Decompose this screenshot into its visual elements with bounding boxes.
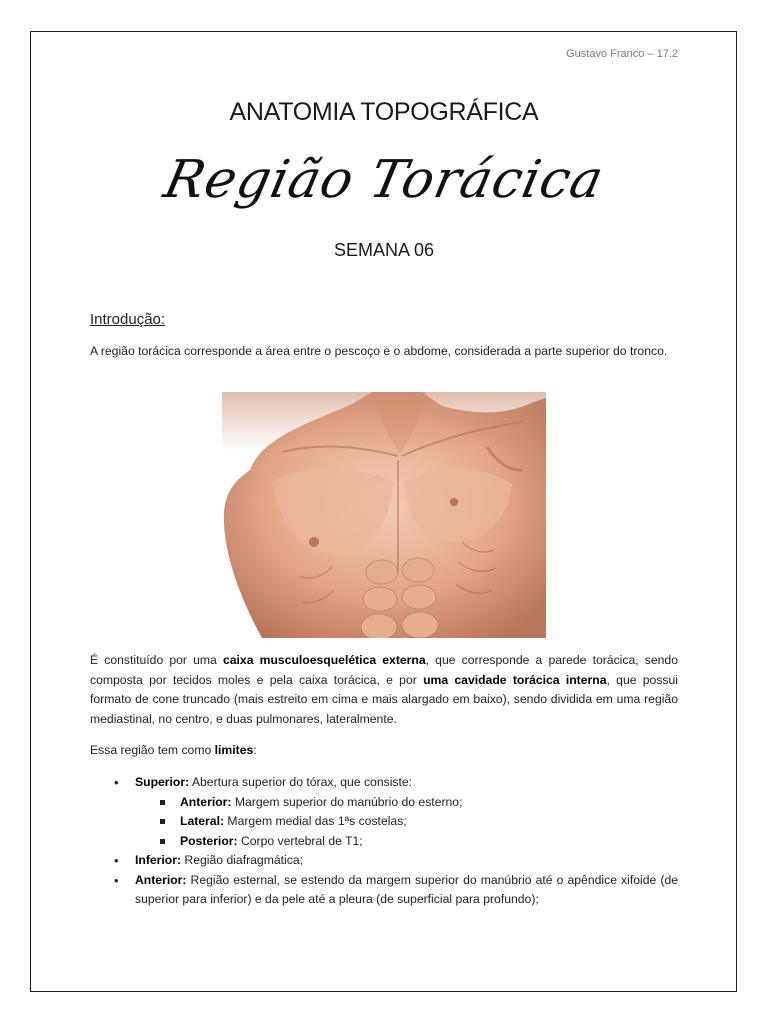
week-label: SEMANA 06 [333, 240, 435, 260]
p2-text-a: É constituído por uma [90, 653, 223, 667]
limit-label: Anterior: [135, 872, 187, 887]
p3-text-c: : [253, 743, 257, 757]
p2-bold-external-cage: caixa musculoesquelética externa [222, 653, 426, 667]
limit-label: Superior: [135, 775, 190, 789]
p2-text-c: , que corresponde a parede torácica, sendo composta por tecidos moles e pela caixa torácica, e por [90, 653, 678, 687]
limit-text: Região esternal, se estendo da margem superior do manúbrio até o apêndice xifoide (de superior para inferior) e da pele até a pleura (de superficial para profundo); [135, 872, 678, 906]
limit-label: Anterior: [180, 794, 232, 809]
limit-anterior [90, 871, 678, 910]
limit-text: Corpo vertebral de T1; [237, 833, 363, 848]
document-subtitle: Região Torácica [158, 150, 610, 210]
p2-text-e: , que possui formato de cone truncado (mais estreito em cima e mais alargado em baixo), sendo dividida em uma região mediastinal, no centro, e duas pulmonares, lateralmente. [90, 672, 678, 726]
limit-superior [90, 773, 678, 793]
p2-bold-internal-cavity: uma cavidade torácica interna [423, 672, 607, 687]
limits-intro [90, 741, 678, 761]
limits-list [90, 773, 678, 910]
constitution-paragraph [90, 651, 678, 729]
limit-superior-posterior [90, 832, 678, 852]
limit-label: Inferior: [135, 853, 182, 867]
document-title: ANATOMIA TOPOGRÁFICA [229, 98, 539, 126]
limit-text: Margem medial das 1ªs costelas; [224, 814, 407, 828]
p3-text-a: Essa região tem como [90, 743, 215, 757]
limit-text: Margem superior do manúbrio do esterno; [231, 794, 463, 809]
limit-text: Abertura superior do tórax, que consiste: [189, 775, 413, 789]
p3-bold-limits: limites [214, 743, 254, 757]
limit-label: Posterior: [180, 833, 238, 848]
intro-heading: Introdução: [90, 311, 166, 328]
limit-inferior [90, 851, 678, 871]
intro-paragraph: A região torácica corresponde a área entre o pescoço e o abdome, considerada a parte superior do tronco. [90, 344, 668, 358]
author-header: Gustavo Franco – 17.2 [566, 48, 678, 60]
limit-text: Região diafragmática; [181, 853, 303, 867]
limit-superior-lateral [90, 812, 678, 832]
thorax-figure [222, 392, 546, 638]
limit-superior-anterior [90, 793, 678, 813]
limit-label: Lateral: [180, 814, 225, 828]
thorax-illustration [222, 392, 546, 638]
